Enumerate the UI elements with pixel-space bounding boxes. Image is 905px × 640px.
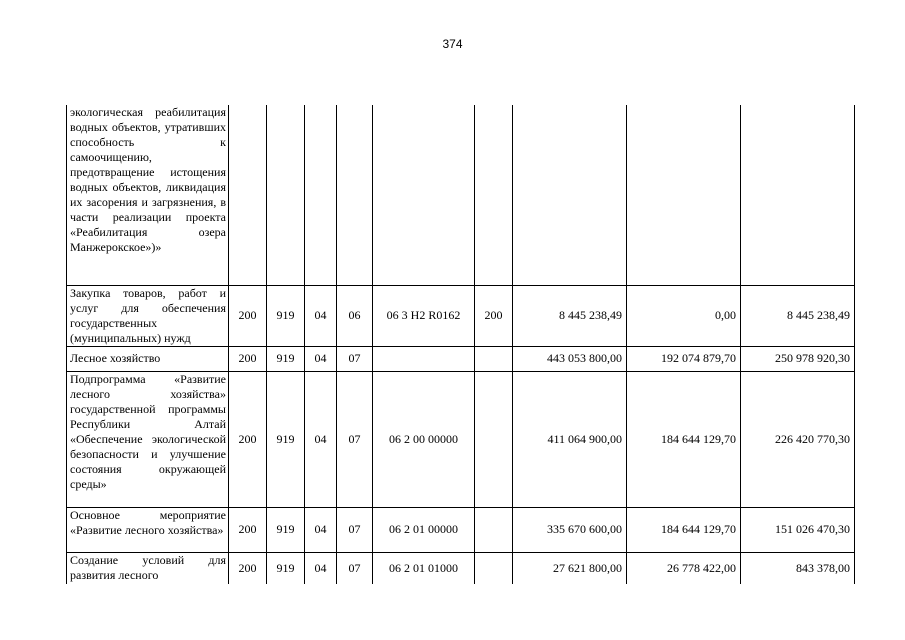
cell-expense-type (475, 552, 513, 584)
cell-subsection: 07 (337, 507, 373, 552)
cell-amount-1: 8 445 238,49 (513, 285, 627, 346)
budget-table (66, 105, 855, 584)
cell-amount-3: 8 445 238,49 (741, 285, 855, 346)
cell-amount-1: 411 064 900,00 (513, 371, 627, 507)
cell-expense-type (475, 507, 513, 552)
cell-admin-code: 200 (229, 285, 267, 346)
row-name: экологическая реабилитация водных объектов, утративших способность к самоочищению, предотвращение истощения водных объектов, ликвидация их засорения и загрязнения, в части реализации проекта «Реабилитация озера Манжерокское»)» (67, 105, 229, 285)
cell-section: 04 (305, 346, 337, 371)
cell-ministry-code: 919 (267, 371, 305, 507)
cell-subsection: 07 (337, 371, 373, 507)
cell-subsection (337, 105, 373, 285)
row-name: Закупка товаров, работ и услуг для обеспечения государственных (муниципальных) нужд (67, 285, 229, 346)
cell-admin-code: 200 (229, 371, 267, 507)
cell-amount-1: 27 621 800,00 (513, 552, 627, 584)
cell-ministry-code: 919 (267, 285, 305, 346)
cell-amount-2: 184 644 129,70 (627, 371, 741, 507)
cell-expense-type (475, 346, 513, 371)
cell-amount-2: 184 644 129,70 (627, 507, 741, 552)
cell-target-article (373, 346, 475, 371)
cell-amount-1: 335 670 600,00 (513, 507, 627, 552)
cell-expense-type (475, 371, 513, 507)
cell-amount-2: 26 778 422,00 (627, 552, 741, 584)
cell-amount-3: 226 420 770,30 (741, 371, 855, 507)
cell-subsection: 07 (337, 552, 373, 584)
cell-amount-3: 151 026 470,30 (741, 507, 855, 552)
table-row (67, 371, 855, 507)
cell-expense-type (475, 105, 513, 285)
row-name: Создание условий для развития лесного (67, 552, 229, 584)
cell-amount-3: 843 378,00 (741, 552, 855, 584)
cell-amount-1: 443 053 800,00 (513, 346, 627, 371)
cell-ministry-code: 919 (267, 507, 305, 552)
cell-admin-code (229, 105, 267, 285)
cell-subsection: 07 (337, 346, 373, 371)
cell-amount-1 (513, 105, 627, 285)
cell-section (305, 105, 337, 285)
cell-section: 04 (305, 507, 337, 552)
cell-section: 04 (305, 371, 337, 507)
cell-ministry-code: 919 (267, 346, 305, 371)
page-number: 374 (442, 37, 463, 51)
cell-target-article: 06 3 H2 R0162 (373, 285, 475, 346)
cell-target-article: 06 2 01 00000 (373, 507, 475, 552)
table-row (67, 346, 855, 371)
cell-admin-code: 200 (229, 346, 267, 371)
cell-amount-2: 0,00 (627, 285, 741, 346)
cell-amount-2 (627, 105, 741, 285)
cell-target-article (373, 105, 475, 285)
cell-amount-3: 250 978 920,30 (741, 346, 855, 371)
table-row (67, 105, 855, 285)
cell-ministry-code (267, 105, 305, 285)
cell-section: 04 (305, 285, 337, 346)
cell-section: 04 (305, 552, 337, 584)
cell-subsection: 06 (337, 285, 373, 346)
cell-admin-code: 200 (229, 507, 267, 552)
row-name: Лесное хозяйство (67, 346, 229, 371)
cell-expense-type: 200 (475, 285, 513, 346)
row-name: Основное мероприятие «Развитие лесного хозяйства» (67, 507, 229, 552)
cell-target-article: 06 2 01 01000 (373, 552, 475, 584)
cell-ministry-code: 919 (267, 552, 305, 584)
cell-amount-2: 192 074 879,70 (627, 346, 741, 371)
row-name: Подпрограмма «Развитие лесного хозяйства» государственной программы Республики Алтай «Обеспечение экологической безопасности и улучшение состояния окружающей среды» (67, 371, 229, 507)
cell-amount-3 (741, 105, 855, 285)
table-row (67, 285, 855, 346)
cell-target-article: 06 2 00 00000 (373, 371, 475, 507)
cell-admin-code: 200 (229, 552, 267, 584)
table-row (67, 552, 855, 584)
table-row (67, 507, 855, 552)
